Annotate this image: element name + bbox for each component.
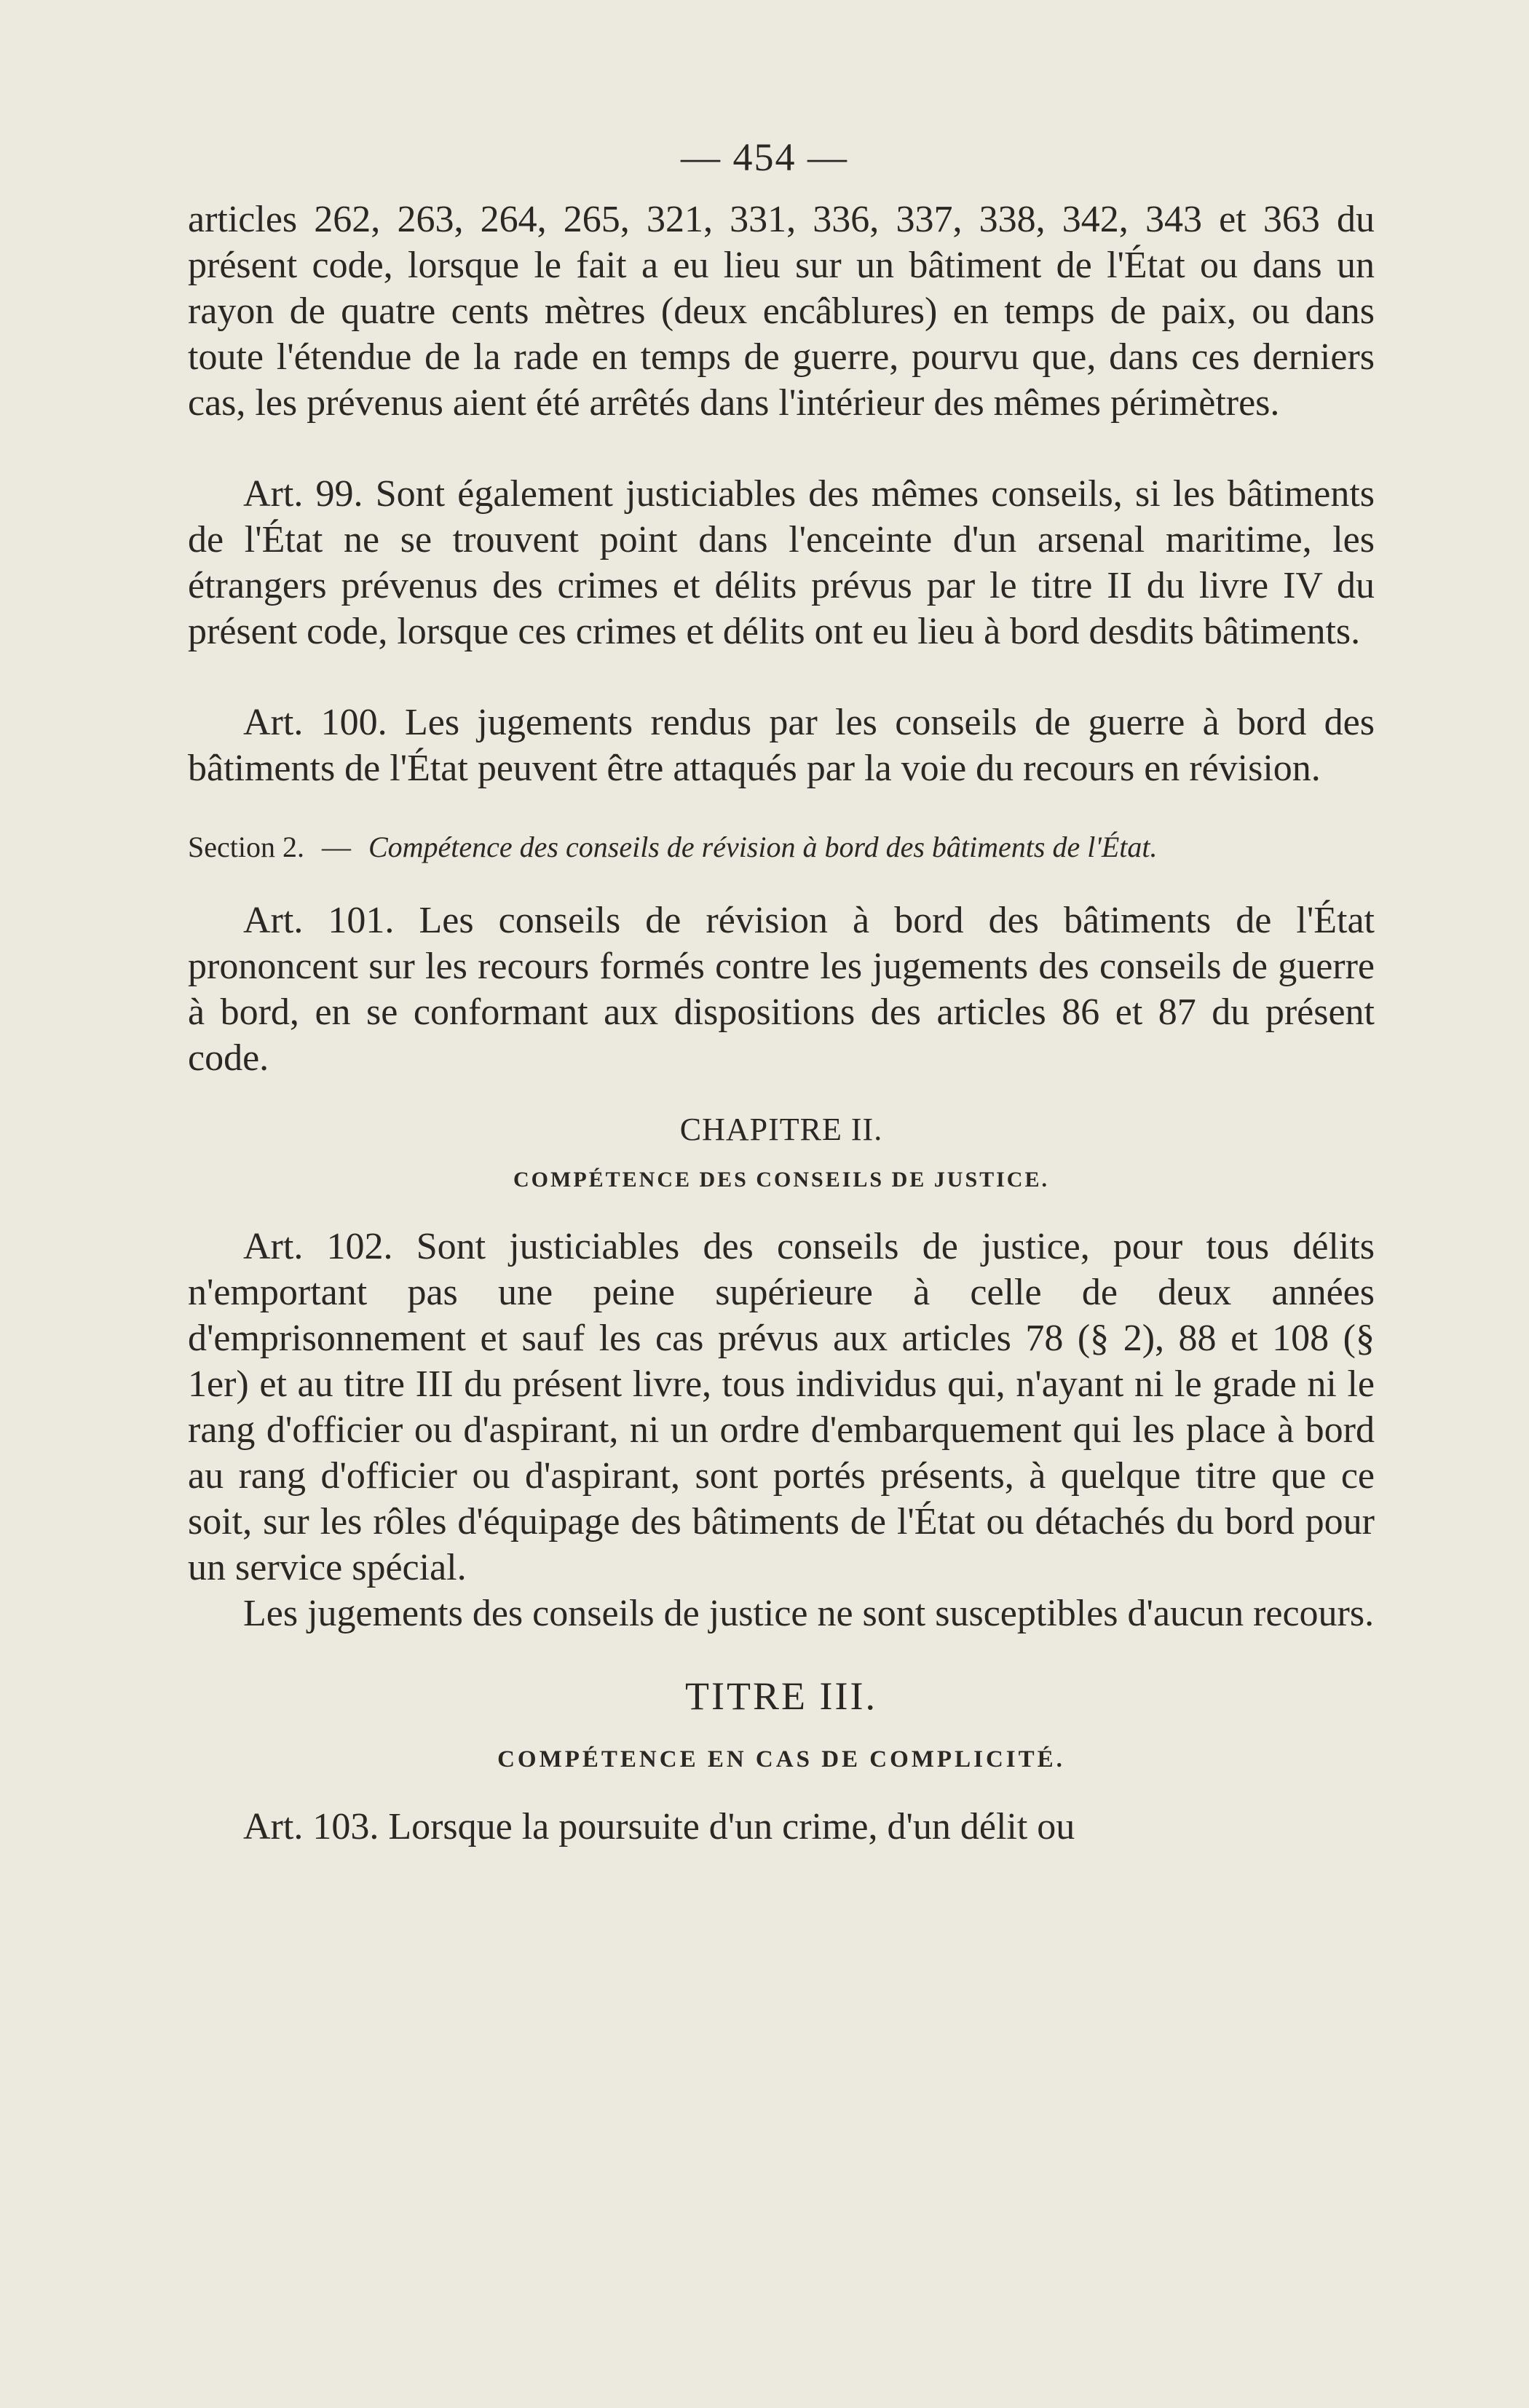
article-103: Art. 103. Lorsque la poursuite d'un crime, d'un délit ou xyxy=(243,1806,1075,1847)
titre-subtitle: COMPÉTENCE EN CAS DE COMPLICITÉ. xyxy=(497,1746,1065,1773)
section-dash: — xyxy=(321,831,351,863)
section-heading xyxy=(188,829,1375,866)
article-101: Art. 101. Les conseils de révision à bord des bâtiments de l'État prononcent sur les recours formés contre les jugements des conseils de guerre à bord, en se conformant aux dispositions des articles 86 et 87 du présent code. xyxy=(188,900,1375,1079)
section-label: Section 2. xyxy=(188,831,304,863)
page-number: — 454 — xyxy=(681,135,848,179)
titre-title: TITRE III. xyxy=(685,1674,877,1718)
paragraph-continuation: articles 262, 263, 264, 265, 321, 331, 336, 337, 338, 342, 343 et 363 du présent code, lorsque le fait a eu lieu sur un bâtiment de l'État ou dans un rayon de quatre cents mètres (deux encâblures) en temps de paix, ou dans toute l'étendue de la rade en temps de guerre, pourvu que, dans ces derniers cas, les prévenus aient été arrêtés dans l'intérieur des mêmes périmètres. xyxy=(188,199,1375,424)
section-title: Compétence des conseils de révision à bord des bâtiments de l'État. xyxy=(368,831,1158,863)
article-99: Art. 99. Sont également justiciables des mêmes conseils, si les bâtiments de l'État ne se trouvent point dans l'enceinte d'un arsenal maritime, les étrangers prévenus des crimes et délits prévus par le titre II du livre IV du présent code, lorsque ces crimes et délits ont eu lieu à bord desdits bâtiments. xyxy=(188,473,1375,652)
chapter-title: CHAPITRE II. xyxy=(679,1112,883,1147)
text-column xyxy=(188,197,1375,1850)
chapter-subtitle: COMPÉTENCE DES CONSEILS DE JUSTICE. xyxy=(513,1168,1049,1192)
article-102-second-paragraph: Les jugements des conseils de justice ne sont susceptibles d'aucun recours. xyxy=(243,1593,1375,1634)
article-100: Art. 100. Les jugements rendus par les conseils de guerre à bord des bâtiments de l'État peuvent être attaqués par la voie du recours en révision. xyxy=(188,702,1375,789)
article-102: Art. 102. Sont justiciables des conseils de justice, pour tous délits n'emportant pas une peine supérieure à celle de deux années d'emprisonnement et sauf les cas prévus aux articles 78 (§ 2), 88 et 108 (§ 1er) et au titre III du présent livre, tous individus qui, n'ayant ni le grade ni le rang d'officier ou d'aspirant, ni un ordre d'embarquement qui les place à bord au rang d'officier ou d'aspirant, sont portés présents, à quelque titre que ce soit, sur les rôles d'équipage des bâtiments de l'État ou détachés du bord pour un service spécial. xyxy=(188,1226,1375,1588)
